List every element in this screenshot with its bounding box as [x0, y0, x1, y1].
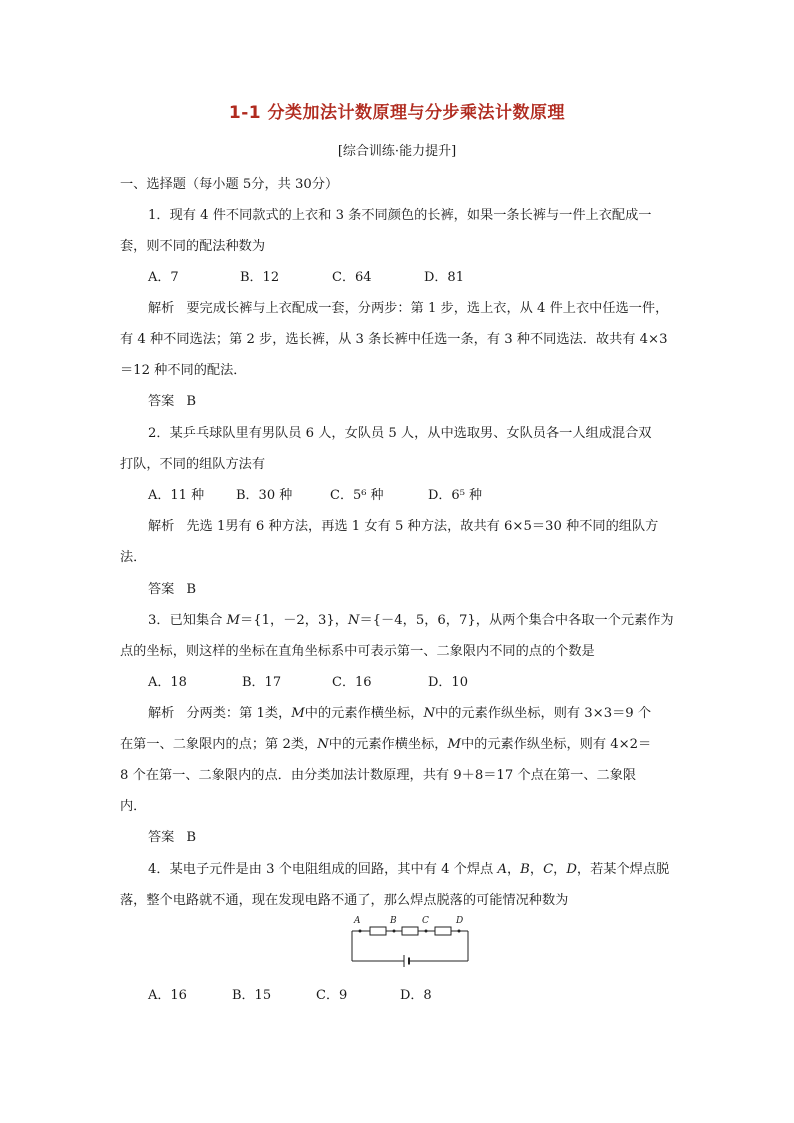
- circuit-diagram: [344, 913, 474, 973]
- q2-option-d: D．6⁵ 种: [428, 488, 483, 503]
- q3-analysis-line2: [120, 733, 651, 752]
- q1-options: [148, 266, 464, 285]
- answer-value: B: [186, 830, 197, 845]
- q3-text-part: 3．已知集合: [148, 613, 227, 628]
- point-d: D: [566, 862, 577, 877]
- q2-analysis-line1: [148, 515, 658, 534]
- solder-point-a: [359, 930, 362, 933]
- q2-option-a: A．11 种: [148, 488, 205, 503]
- q1-answer: [148, 390, 196, 409]
- resistor-2: [402, 927, 418, 935]
- q2-text-line2: 打队，不同的组队方法有: [120, 457, 266, 472]
- q3-option-a: A．18: [148, 675, 187, 690]
- solder-point-d: [458, 930, 461, 933]
- q2-option-b: B．30 种: [236, 488, 293, 503]
- q2-option-c: C．5⁶ 种: [330, 488, 384, 503]
- point-b: B: [520, 862, 530, 877]
- q4-text-line1: [148, 858, 669, 877]
- separator: ，: [529, 862, 544, 877]
- q4-text-line2: 落，整个电路就不通，现在发现电路不通了，那么焊点脱落的可能情况种数为: [120, 893, 569, 908]
- answer-value: B: [186, 582, 197, 597]
- q2-answer: [148, 578, 196, 597]
- set-n: N: [347, 613, 360, 628]
- resistor-3: [435, 927, 451, 935]
- set-n: N: [423, 706, 436, 721]
- label-a: A: [354, 916, 361, 926]
- solder-point-c: [425, 930, 428, 933]
- q1-option-a: A．7: [148, 270, 179, 285]
- analysis-text: 分两类：第 1类，: [186, 706, 292, 721]
- analysis-text: 要完成长裤与上衣配成一套，分两步：第 1 步，选上衣，从 4 件上衣中任选一件，: [186, 301, 669, 316]
- q4-text-part: 4．某电子元件是由 3 个电阻组成的回路，其中有 4 个焊点: [148, 862, 498, 877]
- set-m: M: [291, 706, 305, 721]
- q3-answer: [148, 826, 196, 845]
- answer-value: B: [186, 394, 197, 409]
- q1-option-c: C．64: [332, 270, 372, 285]
- label-d: D: [456, 916, 464, 926]
- q1-analysis-line3: ＝12 种不同的配法．: [120, 363, 247, 378]
- q1-option-d: D．81: [424, 270, 464, 285]
- analysis-text: 中的元素作横坐标，: [304, 706, 424, 721]
- answer-label: 答案: [148, 582, 175, 597]
- analysis-text: 中的元素作纵坐标，则有 3×3＝9 个: [435, 706, 652, 721]
- analysis-text: 中的元素作横坐标，: [328, 737, 448, 752]
- label-c: C: [422, 916, 429, 926]
- solder-point-b: [393, 930, 396, 933]
- set-m: M: [447, 737, 461, 752]
- separator: ，: [553, 862, 567, 877]
- q3-text-part: ＝{－4，5，6，7}，从两个集合中各取一个元素作为: [359, 613, 674, 628]
- analysis-text: 中的元素作纵坐标，则有 4×2＝: [460, 737, 652, 752]
- q3-option-c: C．16: [332, 675, 372, 690]
- q3-text-part: ＝{1，－2，3}，: [240, 613, 348, 628]
- point-a: A: [497, 862, 507, 877]
- q3-text-line2: 点的坐标，则这样的坐标在直角坐标系中可表示第一、二象限内不同的点的个数是: [120, 644, 595, 659]
- separator: ，: [506, 862, 521, 877]
- q3-options: [148, 671, 468, 690]
- analysis-label: 解析: [148, 519, 175, 534]
- answer-label: 答案: [148, 394, 175, 409]
- subtitle: [综合训练·能力提升]: [337, 144, 457, 159]
- q3-option-b: B．17: [242, 675, 282, 690]
- q1-text-line2: 套，则不同的配法种数为: [120, 239, 266, 254]
- analysis-text: 先选 1男有 6 种方法，再选 1 女有 5 种方法，故共有 6×5＝30 种不同的组队方: [186, 519, 659, 534]
- section-heading: 一、选择题（每小题 5分，共 30分）: [120, 177, 339, 192]
- resistor-1: [370, 927, 386, 935]
- q3-option-d: D．10: [428, 675, 468, 690]
- q3-analysis-line4: 内．: [120, 799, 147, 814]
- q4-option-a: A．16: [148, 988, 187, 1003]
- analysis-label: 解析: [148, 706, 175, 721]
- point-c: C: [543, 862, 554, 877]
- q3-analysis-line3: 8 个在第一、二象限内的点．由分类加法计数原理，共有 9＋8＝17 个点在第一、二象限: [120, 768, 637, 783]
- set-m: M: [226, 613, 241, 628]
- q4-option-c: C．9: [316, 988, 348, 1003]
- q1-text-line1: 1．现有 4 件不同款式的上衣和 3 条不同颜色的长裤，如果一条长裤与一件上衣配成一: [148, 208, 652, 223]
- q2-analysis-line2: 法．: [120, 550, 147, 565]
- q4-option-d: D．8: [400, 988, 432, 1003]
- q4-options: [148, 984, 432, 1003]
- analysis-label: 解析: [148, 301, 175, 316]
- q1-analysis-line2: 有 4 种不同选法；第 2 步，选长裤，从 3 条长裤中任选一条，有 3 种不同选法．故共有 4×3: [120, 332, 668, 347]
- page-title: 1-1 分类加法计数原理与分步乘法计数原理: [228, 103, 566, 123]
- q1-analysis-line1: [148, 297, 668, 316]
- q1-option-b: B．12: [240, 270, 280, 285]
- analysis-text: 在第一、二象限内的点；第 2类，: [120, 737, 318, 752]
- set-n: N: [317, 737, 329, 752]
- q2-options: [148, 484, 482, 503]
- q4-option-b: B．15: [232, 988, 272, 1003]
- q3-text-line1: [148, 609, 674, 628]
- q2-text-line1: 2．某乒乓球队里有男队员 6 人，女队员 5 人，从中选取男、女队员各一人组成混合双: [148, 426, 652, 441]
- answer-label: 答案: [148, 830, 175, 845]
- label-b: B: [390, 916, 397, 926]
- q4-text-part: ，若某个焊点脱: [576, 862, 670, 877]
- q3-analysis-line1: [148, 702, 651, 721]
